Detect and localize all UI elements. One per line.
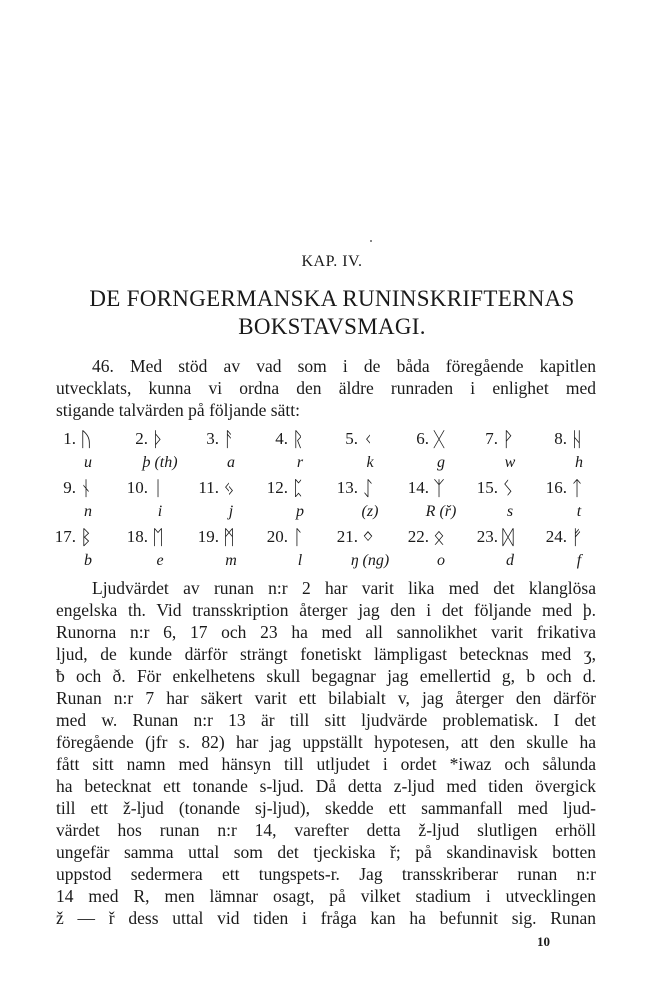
rune-glyph: ᚺ	[571, 427, 583, 451]
rune-value: l	[297, 552, 303, 569]
rune-glyph: ᛉ	[433, 476, 445, 500]
rune-number: 12.	[266, 478, 288, 497]
text-line: Runan n:r 7 har säkert varit ett bilabialt v, jag återger den därför	[56, 688, 596, 708]
rune-value: ŋ (ng)	[350, 552, 390, 569]
text-line: med w. Runan n:r 13 är till sitt ljudvärde problematisk. I det	[56, 710, 596, 730]
rune-number: 20.	[266, 527, 288, 546]
rune-entry	[541, 428, 611, 476]
rune-glyph: ᚾ	[80, 476, 92, 500]
rune-glyph: ᛚ	[292, 525, 304, 549]
rune-value: g	[437, 454, 445, 471]
rune-entry	[193, 526, 263, 574]
rune-glyph: ᚠ	[571, 525, 583, 549]
rune-value: b	[84, 552, 92, 569]
text-line: utvecklats, kunna vi ordna den äldre runraden i enlighet med	[56, 378, 596, 398]
rune-number: 15.	[476, 478, 498, 497]
rune-glyph: ᚹ	[502, 427, 514, 451]
rune-number: 6.	[416, 429, 429, 448]
text-line: 14 med R, men lämnar osagt, på vilket stadium i utvecklingen	[56, 886, 596, 906]
rune-value: h	[575, 454, 583, 471]
rune-value: f	[576, 552, 582, 569]
rune-glyph: ᛞ	[502, 525, 514, 549]
rune-number: 14.	[407, 478, 429, 497]
rune-entry	[472, 526, 542, 574]
rune-number: 2.	[135, 429, 148, 448]
text-line: ž — ř dess uttal vid tiden i fråga kan ha befunnit sig. Runan	[56, 908, 596, 928]
rune-number: 4.	[275, 429, 288, 448]
rune-entry	[122, 477, 192, 525]
text-line: ljud, de kunde därför strängt fonetiskt lämpligast betecknas med ʒ,	[56, 644, 596, 664]
rune-number: 18.	[126, 527, 148, 546]
chapter-label: KAP. IV.	[301, 253, 363, 270]
rune-entry	[472, 477, 542, 525]
rune-number: 1.	[63, 429, 76, 448]
rune-value: u	[84, 454, 92, 471]
rune-glyph: ᚲ	[362, 427, 374, 451]
rune-number: 21.	[336, 527, 358, 546]
rune-entry	[403, 526, 473, 574]
chapter-title-line-1: DE FORNGERMANSKA RUNINSKRIFTERNAS	[89, 286, 575, 311]
rune-glyph: ᛒ	[80, 525, 92, 549]
rune-number: 7.	[485, 429, 498, 448]
rune-entry	[332, 477, 402, 525]
rune-row	[50, 526, 610, 574]
rune-value: k	[366, 454, 374, 471]
rune-value: t	[576, 503, 582, 520]
rune-number: 24.	[545, 527, 567, 546]
rune-value: o	[437, 552, 445, 569]
rune-value: i	[157, 503, 163, 520]
rune-glyph: ᛟ	[433, 525, 445, 549]
rune-entry	[403, 477, 473, 525]
rune-glyph: ᚱ	[292, 427, 304, 451]
rune-entry	[262, 526, 332, 574]
text-line: 46. Med stöd av vad som i de båda föregående kapitlen	[92, 356, 596, 376]
rune-glyph: ᛖ	[152, 525, 164, 549]
rune-entry	[472, 428, 542, 476]
rune-number: 16.	[545, 478, 567, 497]
rune-glyph: ᛏ	[571, 476, 583, 500]
rune-value: r	[296, 454, 304, 471]
rune-value: a	[227, 454, 235, 471]
rune-entry	[262, 428, 332, 476]
rune-entry	[262, 477, 332, 525]
text-line: engelska th. Vid transskription återger jag den i det följande med þ.	[56, 600, 596, 620]
rune-entry	[332, 428, 402, 476]
rune-number: 23.	[476, 527, 498, 546]
rune-glyph: ᚢ	[80, 427, 92, 451]
rune-value: R (ř)	[425, 503, 457, 520]
rune-glyph: ᛇ	[362, 476, 374, 500]
rune-number: 5.	[345, 429, 358, 448]
rune-glyph: ᚨ	[223, 427, 235, 451]
text-line: Runorna n:r 6, 17 och 23 ha med all sannolikhet varit frikativa	[56, 622, 596, 642]
rune-number: 11.	[198, 478, 219, 497]
rune-entry	[122, 428, 192, 476]
rune-value: s	[506, 503, 514, 520]
rune-number: 13.	[336, 478, 358, 497]
text-line: till ett ž-ljud (tonande sj-ljud), skedde ett sammanfall med ljud-	[56, 798, 596, 818]
rune-entry	[193, 477, 263, 525]
rune-value: þ (th)	[142, 454, 178, 471]
rune-row	[50, 477, 610, 525]
text-line: ƀ och ð. För enkelhetens skull begagnar jag emellertid g, b och d.	[56, 666, 596, 686]
rune-glyph: ᛈ	[292, 476, 304, 500]
text-line: ungefär samma uttal som det tjeckiska ř; på skandinavisk botten	[56, 842, 596, 862]
rune-glyph: ᛗ	[223, 525, 235, 549]
rune-entry	[403, 428, 473, 476]
rune-value: w	[504, 454, 516, 471]
rune-value: j	[228, 503, 234, 520]
rune-entry	[332, 526, 402, 574]
rune-number: 22.	[407, 527, 429, 546]
rune-entry	[541, 477, 611, 525]
rune-glyph: ᛁ	[152, 476, 164, 500]
text-line: fått sitt namn med hänsyn till utljudet i ordet *iwaz och sålunda	[56, 754, 596, 774]
rune-value: m	[225, 552, 237, 569]
rune-value: (z)	[361, 503, 379, 520]
text-line: stigande talvärden på följande sätt:	[56, 400, 300, 420]
rune-glyph: ᚷ	[433, 427, 445, 451]
rune-glyph: ᛊ	[502, 476, 514, 500]
rune-row	[50, 428, 610, 476]
rune-number: 17.	[54, 527, 76, 546]
rune-number: 8.	[554, 429, 567, 448]
rune-entry	[50, 477, 120, 525]
rune-number: 10.	[126, 478, 148, 497]
rune-number: 19.	[197, 527, 219, 546]
chapter-title-line-2: BOKSTAVSMAGI.	[238, 314, 426, 339]
rune-number: 9.	[63, 478, 76, 497]
rune-glyph: ᛜ	[362, 525, 374, 549]
text-line: Ljudvärdet av runan n:r 2 har varit lika med det klanglösa	[92, 578, 596, 598]
text-line: värdet hos runan n:r 14, varefter detta ž-ljud slutligen erhöll	[56, 820, 596, 840]
rune-number: 3.	[206, 429, 219, 448]
rune-entry	[122, 526, 192, 574]
scan-speck	[370, 240, 372, 242]
rune-glyph: ᚦ	[152, 427, 164, 451]
rune-value: d	[506, 552, 514, 569]
text-line: uppstod sedermera ett tungspets-r. Jag transskriberar runan n:r	[56, 864, 596, 884]
rune-entry	[50, 428, 120, 476]
rune-glyph: ᛃ	[223, 476, 235, 500]
rune-value: p	[296, 503, 304, 520]
page-number: 10	[537, 934, 550, 949]
text-line: föregående (jfr s. 82) har jag uppställt hypotesen, att den skulle ha	[56, 732, 596, 752]
rune-entry	[193, 428, 263, 476]
text-line: ha betecknat ett tonande s-ljud. Då detta z-ljud med tiden övergick	[56, 776, 596, 796]
rune-value: e	[156, 552, 164, 569]
rune-entry	[50, 526, 120, 574]
rune-value: n	[84, 503, 92, 520]
rune-entry	[541, 526, 611, 574]
